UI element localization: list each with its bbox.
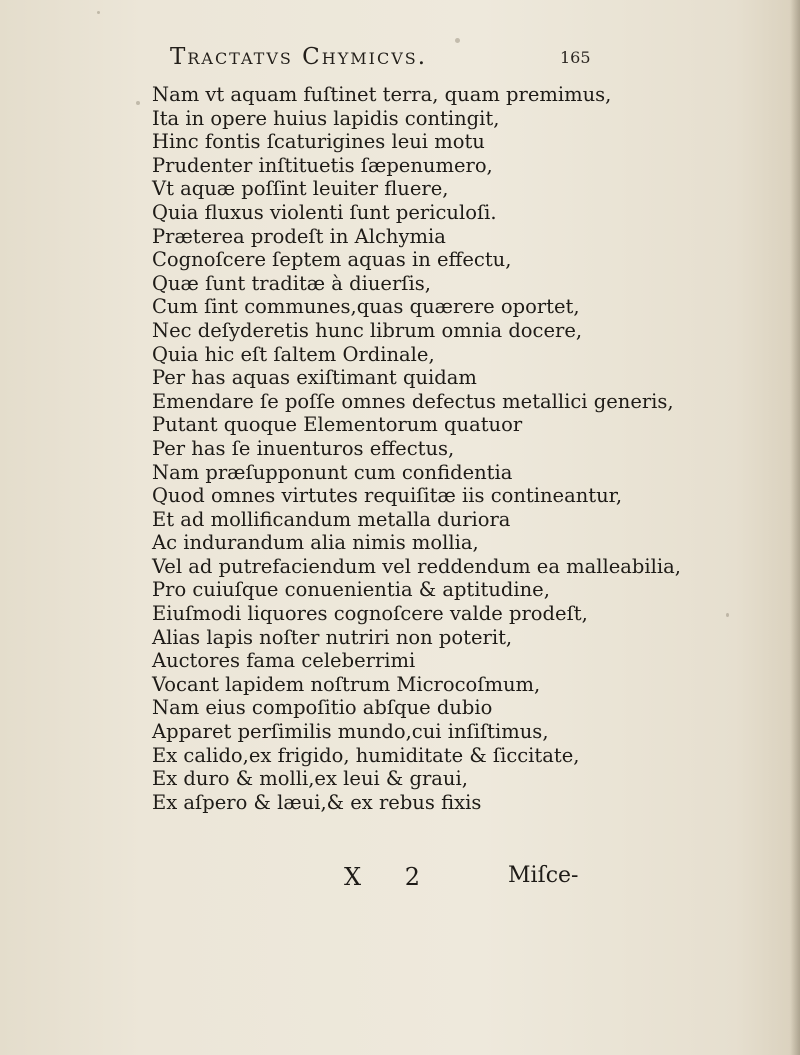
text-line: Nam præſupponunt cum confidentia	[152, 460, 513, 484]
paper-speck	[455, 38, 460, 43]
text-line: Eiuſmodi liquores cognoſcere valde prodeſt,	[152, 602, 588, 626]
text-line: Ita in opere huius lapidis contingit,	[152, 106, 500, 130]
text-line: Ex duro & molli,ex leui & graui,	[152, 767, 468, 791]
text-line: Cognoſcere ſeptem aquas in effectu,	[152, 248, 512, 272]
text-line: Emendare ſe poſſe omnes defectus metallici generis,	[152, 389, 674, 413]
text-line: Præterea prodeſt in Alchymia	[152, 224, 446, 248]
text-line: Et ad mollificandum metalla duriora	[152, 507, 511, 531]
signature-mark: X 2	[344, 863, 438, 891]
text-line: Hinc fontis ſcaturigines leui motu	[152, 130, 485, 154]
text-line: Quod omnes virtutes requiſitæ iis contineantur,	[152, 484, 623, 508]
text-line: Ac indurandum alia nimis mollia,	[152, 531, 479, 555]
text-line: Vel ad putrefaciendum vel reddendum ea malleabilia,	[152, 554, 681, 578]
text-line: Auctores fama celeberrimi	[152, 649, 416, 673]
text-line: Nec deſyderetis hunc librum omnia docere,	[152, 318, 583, 342]
text-line: Prudenter inſtituetis ſæpenumero,	[152, 153, 493, 177]
catchword: Miſce-	[508, 863, 579, 888]
text-line: Putant quoque Elementorum quatuor	[152, 413, 523, 437]
text-line: Ex calido,ex frigido, humiditate & ſiccitate,	[152, 743, 580, 767]
paper-speck	[136, 101, 140, 105]
page-header	[170, 44, 630, 74]
text-line: Per has ſe inuenturos effectus,	[152, 436, 455, 460]
text-line: Nam vt aquam fuſtinet terra, quam premimus,	[152, 83, 612, 106]
text-line: Nam eius compoſitio abſque dubio	[152, 696, 493, 720]
text-line: Apparet perſimilis mundo,cui inſiſtimus,	[152, 720, 549, 744]
page-number: 165	[560, 48, 591, 67]
text-line: Alias lapis noſter nutriri non poterit,	[152, 625, 513, 649]
text-line: Per has aquas exiſtimant quidam	[152, 366, 477, 390]
running-head: Tractatvs Chymicvs.	[170, 44, 428, 70]
text-line: Vocant lapidem noſtrum Microcoſmum,	[152, 672, 541, 696]
text-line: Quia hic eſt ſaltem Ordinale,	[152, 342, 435, 366]
text-line: Pro cuiuſque conuenientia & aptitudine,	[152, 578, 550, 602]
text-line: Ex aſpero & læui,& ex rebus fixis	[152, 790, 482, 814]
text-line: Vt aquæ poſſint leuiter fluere,	[152, 177, 449, 201]
catchline	[152, 863, 792, 891]
text-line: Quæ ſunt traditæ à diuerſis,	[152, 271, 431, 295]
text-line: Cum ſint communes,quas quærere oportet,	[152, 295, 580, 319]
text-line: Quia fluxus violenti ſunt periculoſi.	[152, 200, 497, 224]
paper-speck	[97, 11, 100, 14]
verse-text-block	[152, 83, 792, 814]
